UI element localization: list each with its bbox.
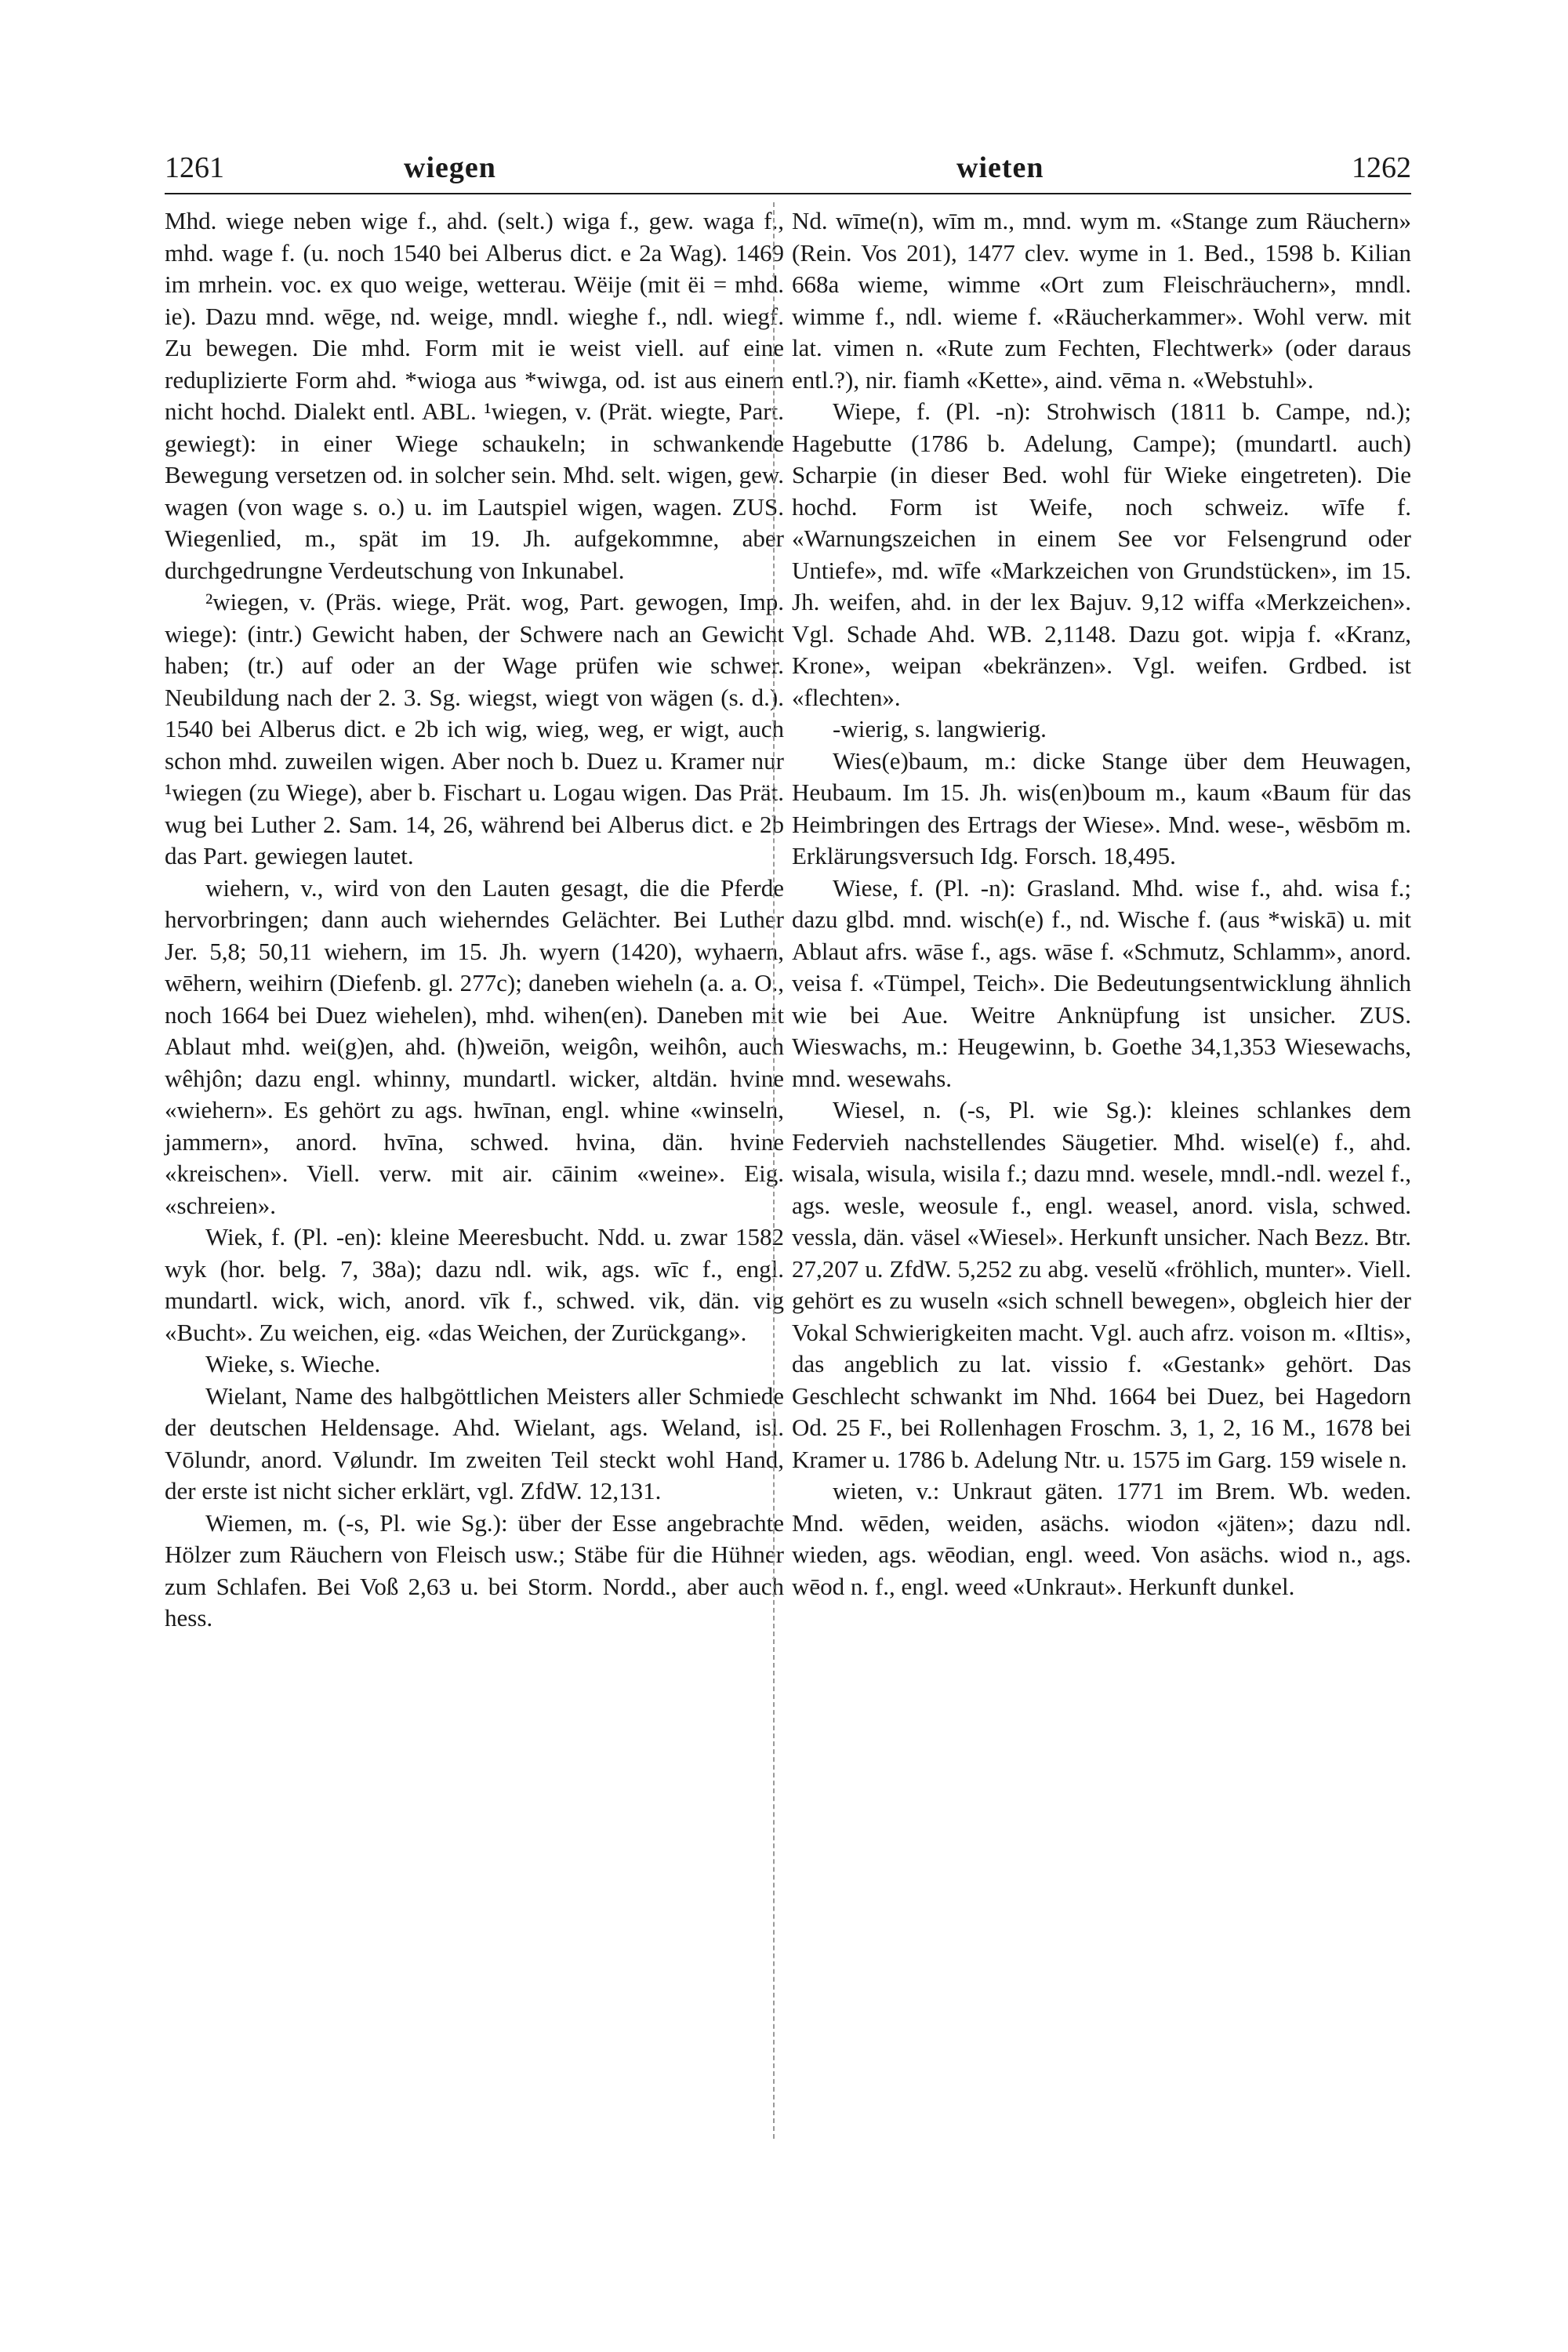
page-number-right: 1262 (1352, 151, 1411, 184)
left-column (165, 205, 784, 1635)
entry-wiemen-continued: Nd. wīme(n), wīm m., mnd. wym m. «Stange zum Räuchern» (Rein. Vos 201), 1477 clev. wyme in 1. Bed., 1598 b. Kilian 668a wieme, wimme «Ort zum Fleischräuchern», mndl. wimme f., ndl. wieme f. «Räucherkammer». Wohl verw. mit lat. vimen n. «Rute zum Fechten, Flechtwerk» (oder daraus entl.?), nir. fiamh «Kette», aind. vēma n. «Webstuhl». (792, 207, 1411, 394)
entry-wieten: wieten, v.: Unkraut gäten. 1771 im Brem. Wb. weden. Mnd. wēden, weiden, asächs. wiodon «jäten»; dazu ndl. wieden, ags. wēodian, engl. weed. Von asächs. wiod n., ags. wēod n. f., engl. weed «Unkraut». Herkunft dunkel. (792, 1477, 1411, 1600)
entry-wiek: Wiek, f. (Pl. -en): kleine Meeresbucht. Ndd. u. zwar 1582 wyk (hor. belg. 7, 38a); dazu ndl. wik, ags. wīc f., engl. mundartl. wick, wich, anord. vīk f., schwed. vik, dän. vig «Bucht». Zu weichen, eig. «das Weichen, der Zurückgang». (165, 1223, 784, 1346)
column-divider (773, 202, 775, 2139)
catchword-left: wiegen (404, 151, 496, 184)
catchword-right: wieten (956, 151, 1044, 184)
entry-wiemen: Wiemen, m. (-s, Pl. wie Sg.): über der Esse angebrachte Hölzer zum Räuchern von Fleisch usw.; Stäbe für die Hühner zum Schlafen. Bei Voß 2,63 u. bei Storm. Nordd., aber auch hess. (165, 1508, 784, 1632)
entry-wiese: Wiese, f. (Pl. -n): Grasland. Mhd. wise f., ahd. wisa f.; dazu glbd. mnd. wisch(e) f., nd. Wische f. (aus *wiskā) u. mit Ablaut afrs. wāse f., ags. wāse f. «Schmutz, Schlamm», anord. veisa f. «Tümpel, Teich». Die Bedeutungsentwicklung ähnlich wie bei Aue. Weitre Anknüpfung ist unsicher. ZUS. Wieswachs, m.: Heugewinn, b. Goethe 34,1,353 Wiesewachs, mnd. wesewahs. (792, 873, 1411, 1092)
entry-wierig: -wierig, s. langwierig. (833, 715, 1047, 742)
entry-wiege-continued: Mhd. wiege neben wige f., ahd. (selt.) wiga f., gew. waga f., mhd. wage f. (u. noch 1540 bei Alberus dict. e 2a Wag). 1469 im mrhein. voc. ex quo weige, wetterau. Wëije (mit ëi = mhd. ie). Dazu mnd. wēge, nd. weige, mndl. wieghe f., ndl. wiegf. Zu bewegen. Die mhd. Form mit ie weist viell. auf eine reduplizierte Form ahd. *wioga aus *wiwga, od. ist aus einem nicht hochd. Dialekt entl. ABL. ¹wiegen, v. (Prät. wiegte, Part. gewiegt): in einer Wiege schaukeln; in schwankende Bewegung versetzen od. in solcher sein. Mhd. selt. wigen, gew. wagen (von wage s. o.) u. im Lautspiel wigen, wagen. ZUS. Wiegenlied, m., spät im 19. Jh. aufgekommne, aber durchgedrungne Verdeutschung von Inkunabel. (165, 207, 784, 584)
entry-wieke: Wieke, s. Wieche. (205, 1350, 381, 1377)
entry-wiehern: wiehern, v., wird von den Lauten gesagt, die die Pferde hervorbringen; dann auch wieherndes Gelächter. Bei Luther Jer. 5,8; 50,11 wiehern, im 15. Jh. wyern (1420), wyhaern, wēhern, weihirn (Diefenb. gl. 277c); daneben wieheln (a. a. O., noch 1664 bei Duez wiehelen), mhd. wihen(en). Daneben mit Ablaut mhd. wei(g)en, ahd. (h)weiōn, weigôn, weihôn, auch wêhjôn; dazu engl. whinny, mundartl. wicker, altdän. hvine «wiehern». Es gehört zu ags. hwīnan, engl. whine «winseln, jammern», anord. hvīna, schwed. hvina, dän. hvine «kreischen». Viell. verw. mit air. cāinim «weine». Eig. «schreien». (165, 873, 784, 1219)
header-rule (165, 193, 1411, 194)
page-header (165, 151, 1411, 194)
page-number-left: 1261 (165, 151, 224, 184)
entry-wiesel: Wiesel, n. (-s, Pl. wie Sg.): kleines schlankes dem Federvieh nachstellendes Säugetier. Mhd. wisel(e) f., ahd. wisala, wisula, wisila f.; dazu mnd. wesele, mndl.-ndl. wezel f., ags. wesle, weosule f., engl. weasel, anord. visla, schwed. vessla, dän. väsel «Wiesel». Herkunft unsicher. Nach Bezz. Btr. 27,207 u. ZfdW. 5,252 zu abg. veselŭ «fröhlich, munter». Viell. gehört es zu wuseln «sich schnell bewegen», obgleich hier der Vokal Schwierigkeiten macht. Vgl. auch afrz. voison m. «Iltis», das angeblich zu lat. vissio f. «Gestank» gehört. Das Geschlecht schwankt im Nhd. 1664 bei Duez, bei Hagedorn Od. 25 F., bei Rollenhagen Froschm. 3, 1, 2, 16 M., 1678 bei Kramer u. 1786 b. Adelung Ntr. u. 1575 im Garg. 159 wisele n. (792, 1096, 1411, 1473)
right-column (792, 205, 1411, 1602)
entry-wielant: Wielant, Name des halbgöttlichen Meisters aller Schmiede der deutschen Heldensage. Ahd. Wielant, ags. Weland, isl. Vōlundr, anord. Vølundr. Im zweiten Teil steckt wohl Hand, der erste ist nicht sicher erklärt, vgl. ZfdW. 12,131. (165, 1381, 784, 1504)
entry-wiesebaum: Wies(e)baum, m.: dicke Stange über dem Heuwagen, Heubaum. Im 15. Jh. wis(en)boum m., kaum «Baum für das Heimbringen des Ertrags der Wiese». Mnd. wese-, wēsbōm m. Erklärungsversuch Idg. Forsch. 18,495. (792, 746, 1411, 869)
entry-wiegen-2: ²wiegen, v. (Präs. wiege, Prät. wog, Part. gewogen, Imp. wiege): (intr.) Gewicht haben, der Schwere nach an Gewicht haben; (tr.) auf oder an der Wage prüfen wie schwer. Neubildung nach der 2. 3. Sg. wiegst, wiegt von wägen (s. d.). 1540 bei Alberus dict. e 2b ich wig, wieg, weg, er wigt, auch schon mhd. zuweilen wigen. Aber noch b. Duez u. Kramer nur ¹wiegen (zu Wiege), aber b. Fischart u. Logau wigen. Das Prät. wug bei Luther 2. Sam. 14, 26, während bei Alberus dict. e 2b das Part. gewiegen lautet. (165, 588, 784, 869)
entry-wiepe: Wiepe, f. (Pl. -n): Strohwisch (1811 b. Campe, nd.); Hagebutte (1786 b. Adelung, Campe); (mundartl. auch) Scharpie (in dieser Bed. wohl für Wieke eingetreten). Die hochd. Form ist Weife, noch schweiz. wīfe f. «Warnungszeichen in einem See vor Felsengrund oder Untiefe», md. wīfe «Markzeichen von Grundstücken», im 15. Jh. weifen, ahd. in der lex Bajuv. 9,12 wiffa «Merkzeichen». Vgl. Schade Ahd. WB. 2,1148. Dazu got. wipja f. «Kranz, Krone», weipan «bekränzen». Vgl. weifen. Grdbed. ist «flechten». (792, 397, 1411, 711)
